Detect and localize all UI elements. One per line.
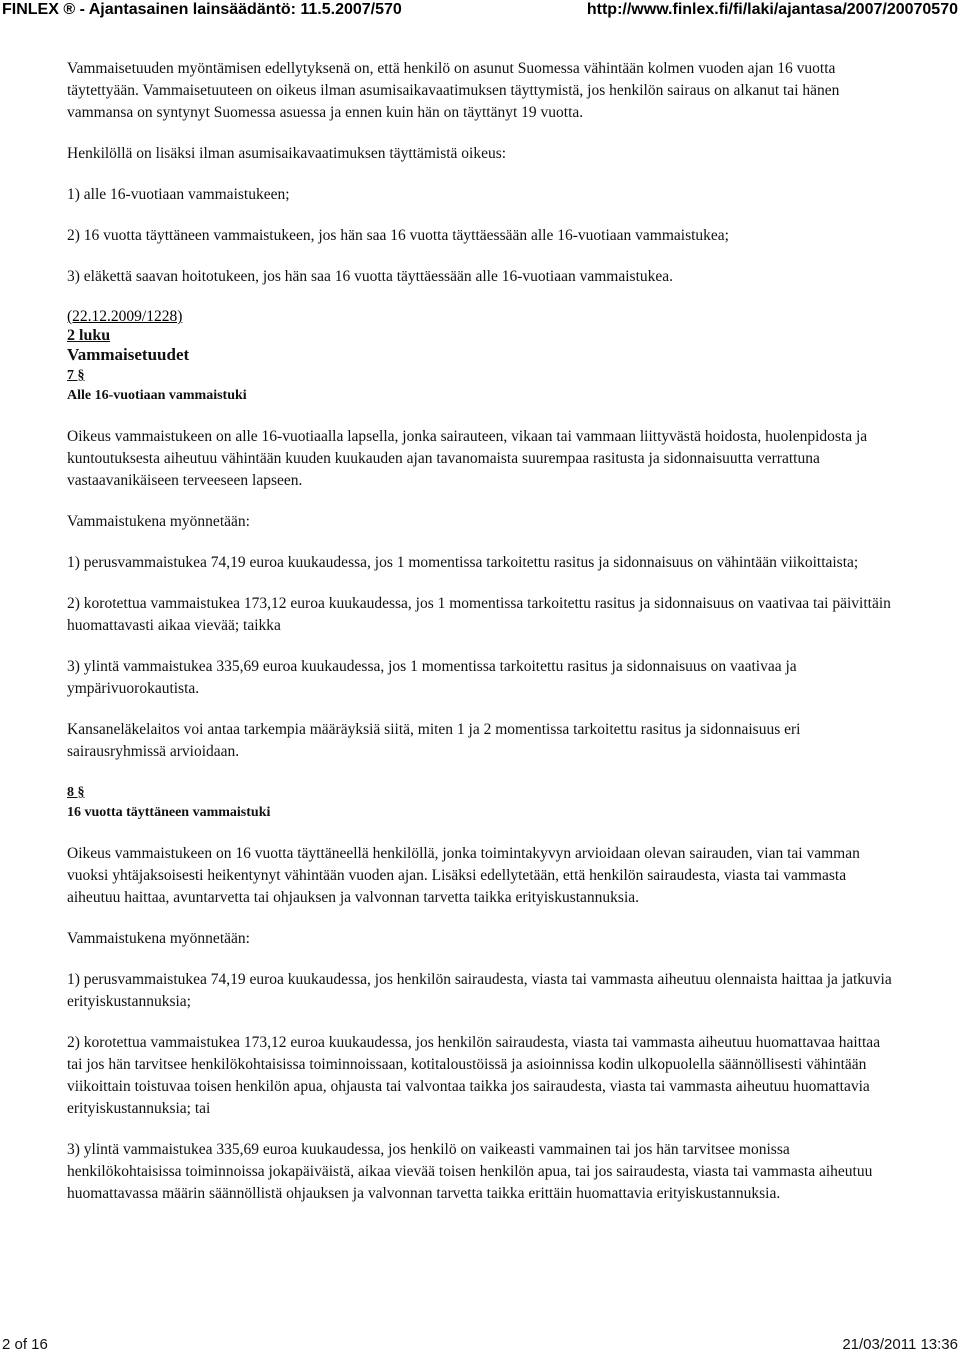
section-heading-block: [67, 782, 897, 822]
paragraph: Vammaisetuuden myöntämisen edellytyksenä on, että henkilö on asunut Suomessa vähintään kolmen vuoden ajan 16 vuotta täytettyään. Vammaisetuuteen on oikeus ilman asumisaikavaatimuksen täyttymistä, jos henkilön sairaus on alkanut tai hänen vammansa on syntynyt Suomessa asuessa ja ennen kuin hän on täyttänyt 19 vuotta.: [67, 60, 840, 121]
print-footer: [0, 1336, 960, 1356]
list-item: 1) alle 16-vuotiaan vammaistukeen;: [67, 186, 290, 203]
list-item: 2) 16 vuotta täyttäneen vammaistukeen, jos hän saa 16 vuotta täyttäessään alle 16-vuotiaan vammaistukea;: [67, 227, 729, 244]
print-header: [0, 0, 960, 22]
chapter-heading-block: [67, 307, 897, 405]
print-timestamp: 21/03/2011 13:36: [842, 1336, 958, 1353]
section-number-link[interactable]: 8 §: [67, 785, 85, 800]
list-item: 1) perusvammaistukea 74,19 euroa kuukaudessa, jos 1 momentissa tarkoitettu rasitus ja sidonnaisuus on vähintään viikoittaista;: [67, 554, 859, 571]
chapter-title: Vammaisetuudet: [67, 345, 190, 364]
list-item: 3) ylintä vammaistukea 335,69 euroa kuukaudessa, jos henkilö on vaikeasti vammainen tai jos hän tarvitsee monissa henkilökohtaisissa toiminnoissa jokapäiväistä, aikaa vievää toisen henkilön apua, tai jos sairaudesta, viasta tai vammasta aiheutuu huomattavassa määrin säännöllistä ohjauksen ja valvonnan tarvetta taikka erittäin huomattavia erityiskustannuksia.: [67, 1141, 873, 1202]
print-header-url: http://www.finlex.fi/fi/laki/ajantasa/2007/20070570: [586, 1, 958, 18]
list-item: 1) perusvammaistukea 74,19 euroa kuukaudessa, jos henkilön sairaudesta, viasta tai vammasta aiheutuu olennaista haittaa ja jatkuvia erityiskustannuksia;: [67, 971, 892, 1010]
list-item: 3) ylintä vammaistukea 335,69 euroa kuukaudessa, jos 1 momentissa tarkoitettu rasitus ja sidonnaisuus on vaativaa ja ympärivuorokautista.: [67, 658, 797, 697]
section-title: 16 vuotta täyttäneen vammaistuki: [67, 805, 271, 820]
paragraph: Kansaneläkelaitos voi antaa tarkempia määräyksiä siitä, miten 1 ja 2 momentissa tarkoitettu rasitus ja sidonnaisuus eri sairausryhmissä arvioidaan.: [67, 721, 801, 760]
paragraph: Vammaistukena myönnetään:: [67, 930, 250, 947]
print-header-title: FINLEX ® - Ajantasainen lainsäädäntö: 11.5.2007/570: [2, 1, 402, 18]
paragraph: Henkilöllä on lisäksi ilman asumisaikavaatimuksen täyttämistä oikeus:: [67, 145, 507, 162]
chapter-number: 2 luku: [67, 327, 111, 344]
page-number: 2 of 16: [2, 1336, 48, 1353]
paragraph: Vammaistukena myönnetään:: [67, 513, 250, 530]
paragraph: Oikeus vammaistukeen on 16 vuotta täyttäneellä henkilöllä, jonka toimintakyvyn arvioidaan olevan sairauden, vian tai vamman vuoksi yhtäjaksoisesti heikentynyt vähintään vuoden ajan. Lisäksi edellytetään, että henkilön sairaudesta, viasta tai vammasta aiheutuu haittaa, avuntarvetta tai ohjauksen ja valvonnan tarvetta taikka erityiskustannuksia.: [67, 845, 860, 906]
document-body: [67, 58, 897, 1213]
list-item: 2) korotettua vammaistukea 173,12 euroa kuukaudessa, jos 1 momentissa tarkoitettu rasitus ja sidonnaisuus on vaativaa tai päivittäin huomattavasti aikaa vievää; taikka: [67, 595, 891, 634]
list-item: 2) korotettua vammaistukea 173,12 euroa kuukaudessa, jos henkilön sairaudesta, viasta tai vammasta aiheutuu huomattavaa haittaa tai jos hän tarvitsee henkilökohtaisissa toiminnoissaan, kotitaloustöissä ja asioinnissa kodin ulkopuolella säännöllisesti vähintään viikoittain toistuvaa toisen henkilön apua, ohjausta tai valvontaa taikka jos sairaudesta, viasta tai vammasta aiheutuu huomattavia erityiskustannuksia; tai: [67, 1034, 881, 1117]
list-item: 3) eläkettä saavan hoitotukeen, jos hän saa 16 vuotta täyttäessään alle 16-vuotiaan vammaistukea.: [67, 268, 674, 285]
amendment-link[interactable]: (22.12.2009/1228): [67, 308, 183, 325]
section-number-link[interactable]: 7 §: [67, 368, 85, 383]
section-title: Alle 16-vuotiaan vammaistuki: [67, 388, 247, 403]
paragraph: Oikeus vammaistukeen on alle 16-vuotiaalla lapsella, jonka sairauteen, vikaan tai vammaan liittyvästä hoidosta, huolenpidosta ja kuntoutuksesta aiheutuu vähintään kuuden kuukauden ajan tavanomaista suurempaa rasitusta ja sidonnaisuutta verrattuna vastaavanikäiseen terveeseen lapseen.: [67, 428, 868, 489]
